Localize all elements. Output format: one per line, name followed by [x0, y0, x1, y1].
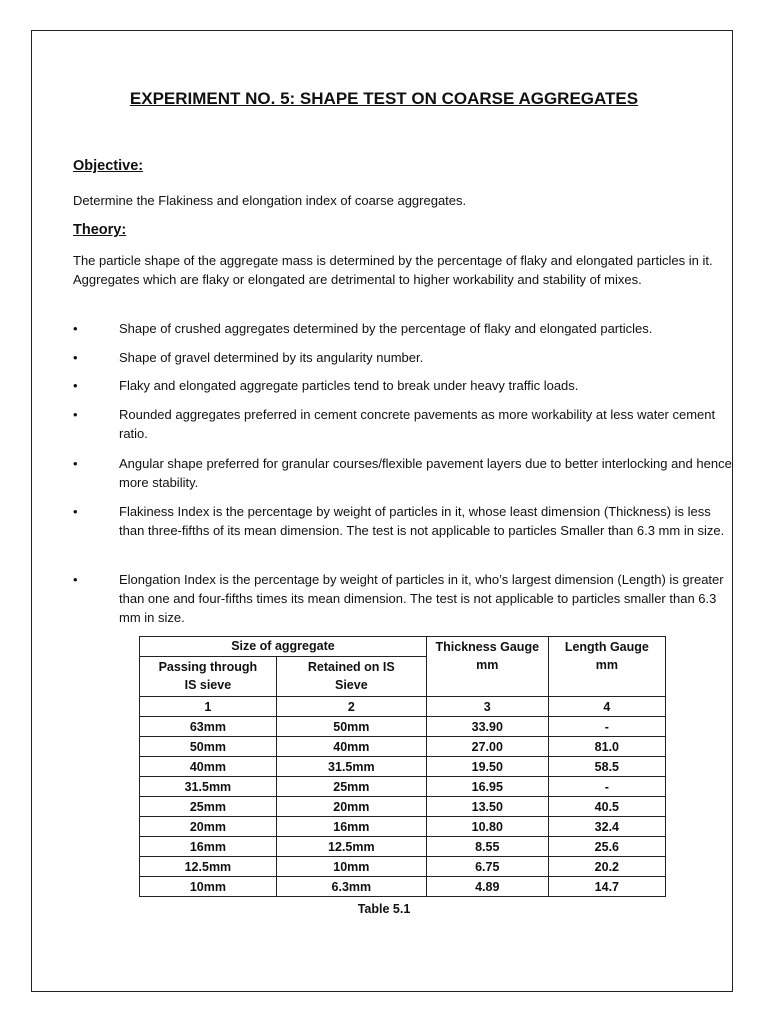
cell-retained: 10mm [276, 857, 426, 877]
table-row-col-numbers [140, 697, 666, 717]
cell-length: - [548, 717, 665, 737]
col-number: 2 [276, 697, 426, 717]
cell-passing: 12.5mm [140, 857, 277, 877]
table-row [140, 757, 666, 777]
cell-passing: 20mm [140, 817, 277, 837]
cell-length: 81.0 [548, 737, 665, 757]
page-title: EXPERIMENT NO. 5: SHAPE TEST ON COARSE AGGREGATES [129, 89, 639, 108]
table-caption: Table 5.1 [357, 902, 411, 916]
cell-passing: 10mm [140, 877, 277, 897]
cell-length: - [548, 777, 665, 797]
cell-length: 32.4 [548, 817, 665, 837]
bullet-icon: • [73, 350, 78, 365]
bullet-icon: • [73, 456, 78, 471]
header-passing-sieve: Passing through IS sieve [140, 657, 277, 697]
cell-passing: 25mm [140, 797, 277, 817]
cell-retained: 16mm [276, 817, 426, 837]
cell-thickness: 10.80 [426, 817, 548, 837]
col-number: 1 [140, 697, 277, 717]
cell-retained: 40mm [276, 737, 426, 757]
cell-passing: 16mm [140, 837, 277, 857]
bullet-text: Shape of crushed aggregates determined by the percentage of flaky and elongated particles. [119, 321, 653, 336]
cell-passing: 63mm [140, 717, 277, 737]
cell-length: 20.2 [548, 857, 665, 877]
header-size-of-aggregate: Size of aggregate [140, 637, 427, 657]
table-row [140, 857, 666, 877]
header-retained-sieve: Retained on IS Sieve [276, 657, 426, 697]
cell-passing: 40mm [140, 757, 277, 777]
header-thickness-gauge: Thickness Gauge mm [426, 637, 548, 697]
table-row [140, 737, 666, 757]
bullet-text: Shape of gravel determined by its angularity number. [119, 350, 424, 365]
col-number: 4 [548, 697, 665, 717]
cell-thickness: 6.75 [426, 857, 548, 877]
table-row [140, 817, 666, 837]
bullet-icon: • [73, 572, 78, 587]
cell-length: 40.5 [548, 797, 665, 817]
cell-thickness: 16.95 [426, 777, 548, 797]
cell-retained: 6.3mm [276, 877, 426, 897]
bullet-icon: • [73, 504, 78, 519]
bullet-text: Flakiness Index is the percentage by weight of particles in it, whose least dimension (Thickness) is less than three-fifths of its mean dimension. The test is not applicable to particles Smaller than 6.3 mm in size. [119, 504, 725, 538]
cell-retained: 31.5mm [276, 757, 426, 777]
cell-retained: 12.5mm [276, 837, 426, 857]
cell-thickness: 19.50 [426, 757, 548, 777]
cell-retained: 20mm [276, 797, 426, 817]
table-row [140, 797, 666, 817]
table-row [140, 837, 666, 857]
cell-thickness: 33.90 [426, 717, 548, 737]
cell-passing: 31.5mm [140, 777, 277, 797]
aggregate-gauge-table [139, 636, 666, 897]
bullet-text: Flaky and elongated aggregate particles tend to break under heavy traffic loads. [119, 378, 579, 393]
cell-thickness: 8.55 [426, 837, 548, 857]
col-number: 3 [426, 697, 548, 717]
cell-retained: 25mm [276, 777, 426, 797]
table-row [140, 877, 666, 897]
cell-length: 25.6 [548, 837, 665, 857]
theory-heading: Theory: [73, 222, 127, 238]
bullet-text: Elongation Index is the percentage by weight of particles in it, who’s largest dimension (Length) is greater than one and four-fifths times its mean dimension. The test is not applicable to particles smaller than 6.3 mm in size. [119, 572, 724, 625]
bullet-icon: • [73, 321, 78, 336]
objective-heading: Objective: [73, 158, 144, 174]
table-row [140, 717, 666, 737]
cell-thickness: 13.50 [426, 797, 548, 817]
cell-thickness: 27.00 [426, 737, 548, 757]
bullet-text: Angular shape preferred for granular courses/flexible pavement layers due to better interlocking and hence more stability. [119, 456, 732, 490]
cell-length: 58.5 [548, 757, 665, 777]
cell-thickness: 4.89 [426, 877, 548, 897]
bullet-icon: • [73, 407, 78, 422]
cell-length: 14.7 [548, 877, 665, 897]
bullet-icon: • [73, 378, 78, 393]
theory-intro: The particle shape of the aggregate mass is determined by the percentage of flaky and elongated particles in it. Aggregates which are flaky or elongated are detrimental to higher workability and stability of mixes. [73, 253, 713, 287]
cell-retained: 50mm [276, 717, 426, 737]
table-row [140, 777, 666, 797]
bullet-text: Rounded aggregates preferred in cement concrete pavements as more workability at less water cement ratio. [119, 407, 716, 441]
cell-passing: 50mm [140, 737, 277, 757]
objective-text: Determine the Flakiness and elongation index of coarse aggregates. [73, 193, 467, 208]
header-length-gauge: Length Gauge mm [548, 637, 665, 697]
